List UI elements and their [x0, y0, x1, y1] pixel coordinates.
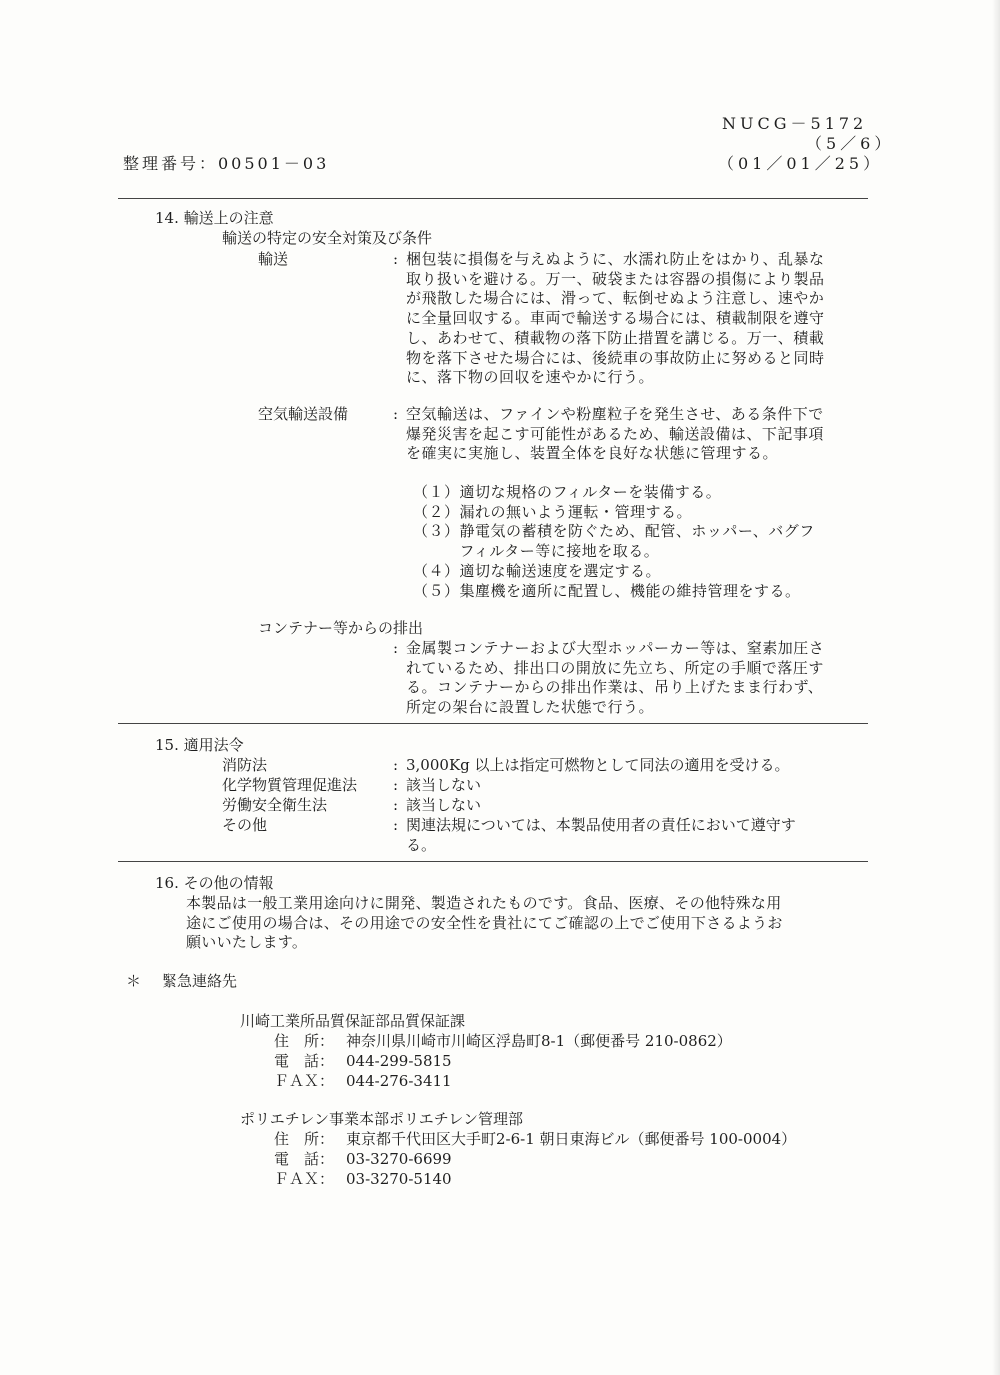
address-label: 住 所：	[274, 1130, 335, 1148]
text-line: に全量回収する。車両で輸送する場合には、積載制限を遵守	[406, 309, 825, 328]
list-item: （１）適切な規格のフィルターを装備する。	[413, 483, 722, 501]
section-16-title: 16. その他の情報	[155, 874, 274, 892]
law-label: 労働安全衛生法	[222, 796, 328, 814]
container-text	[406, 639, 824, 718]
text-line: 途にご使用の場合は、その用途での安全性を貴社にてご確認の上でご使用下さるようお	[186, 913, 783, 932]
text-line: 梱包装に損傷を与えぬように、水濡れ防止をはかり、乱暴な	[406, 250, 825, 268]
section-16-text	[186, 894, 783, 953]
law-value: 該当しない	[406, 796, 482, 814]
law-value: 該当しない	[406, 776, 482, 794]
list-item: （３）静電気の蓄積を防ぐため、配管、ホッパー、バグフ	[413, 522, 815, 541]
tel-label: 電 話：	[274, 1052, 335, 1070]
pneumatic-label: 空気輸送設備	[258, 405, 349, 423]
colon: :	[393, 796, 399, 814]
law-label: その他	[222, 816, 268, 834]
text-line: 空気輸送は、ファインや粉塵粒子を発生させ、ある条件下で	[406, 405, 824, 423]
section-15-title: 15. 適用法令	[155, 736, 244, 754]
law-label: 化学物質管理促進法	[222, 776, 358, 794]
list-item: （２）漏れの無いよう運転・管理する。	[413, 502, 693, 521]
contact-tel: 044-299-5815	[346, 1052, 452, 1070]
colon: :	[393, 816, 399, 834]
law-value: 関連法規については、本製品使用者の責任において遵守す	[406, 816, 796, 834]
text-line: 願いいたします。	[186, 933, 308, 952]
law-label: 消防法	[222, 756, 268, 774]
page-number: （5／6）	[806, 134, 895, 153]
text-line: れているため、排出口の開放に先立ち、所定の手順で落圧す	[406, 658, 824, 677]
text-line: に、落下物の回収を速やかに行う。	[406, 368, 655, 387]
text-line: し、あわせて、積載物の落下防止措置を講じる。万一、積載	[406, 328, 825, 347]
transport-text	[406, 250, 825, 388]
contact-tel: 03-3270-6699	[346, 1150, 452, 1168]
contact-org: ポリエチレン事業本部ポリエチレン管理部	[240, 1110, 524, 1128]
ref-number: 整理番号：00501－03	[123, 154, 330, 173]
text-line: 本製品は一般工業用途向けに開発、製造されたものです。食品、医療、その他特殊な用	[186, 894, 782, 912]
law-value-cont: る。	[406, 836, 437, 854]
transport-label: 輸送	[258, 250, 289, 268]
pneumatic-text	[406, 405, 824, 464]
fax-label: ＦＡＸ：	[274, 1072, 335, 1090]
text-line: 爆発災害を起こす可能性があるため、輸送設備は、下記事項	[406, 424, 824, 443]
colon: :	[393, 639, 399, 657]
section-14-subtitle: 輸送の特定の安全対策及び条件	[222, 229, 433, 247]
colon: :	[393, 776, 399, 794]
contact-fax: 044-276-3411	[346, 1072, 452, 1090]
colon: :	[393, 405, 399, 423]
list-item: （４）適切な輸送速度を選定する。	[413, 561, 662, 580]
contact-org: 川崎工業所品質保証部品質保証課	[240, 1012, 466, 1030]
colon: :	[393, 250, 399, 268]
divider	[118, 861, 868, 862]
address-label: 住 所：	[274, 1032, 335, 1050]
divider	[118, 723, 868, 724]
contact-address: 神奈川県川崎市川崎区浮島町8-1（郵便番号 210-0862）	[346, 1032, 732, 1050]
list-item: フィルター等に接地を取る。	[413, 542, 660, 561]
text-line: 取り扱いを避ける。万一、破袋または容器の損傷により製品	[406, 269, 825, 288]
divider	[118, 198, 868, 199]
container-label: コンテナー等からの排出	[258, 619, 424, 637]
text-line: 所定の架台に設置した状態で行う。	[406, 698, 655, 717]
scan-edge-shadow	[992, 0, 1000, 1375]
emergency-title: 緊急連絡先	[162, 972, 238, 990]
tel-label: 電 話：	[274, 1150, 335, 1168]
section-14-title: 14. 輸送上の注意	[155, 209, 274, 227]
contact-fax: 03-3270-5140	[346, 1170, 452, 1188]
doc-date: （01／01／25）	[718, 154, 884, 173]
fax-label: ＦＡＸ：	[274, 1170, 335, 1188]
colon: :	[393, 756, 399, 774]
pneumatic-items	[413, 483, 815, 601]
doc-code: NUCG－5172	[722, 114, 868, 133]
list-item: （５）集塵機を適所に配置し、機能の維持管理をする。	[413, 581, 801, 600]
text-line: 金属製コンテナーおよび大型ホッパーカー等は、窒素加圧さ	[406, 639, 825, 657]
text-line: 物を落下させた場合には、後続車の事故防止に努めると同時	[406, 348, 825, 367]
text-line: を確実に実施し、装置全体を良好な状態に管理する。	[406, 444, 779, 463]
text-line: る。コンテナーからの排出作業は、吊り上げたまま行わず、	[406, 678, 824, 697]
contact-address: 東京都千代田区大手町2-6-1 朝日東海ビル（郵便番号 100-0004）	[346, 1130, 797, 1148]
text-line: が飛散した場合には、滑って、転倒せぬよう注意し、速やか	[406, 289, 825, 308]
asterisk-mark: ＊	[126, 972, 142, 990]
law-value: 3,000Kg 以上は指定可燃物として同法の適用を受ける。	[406, 756, 790, 774]
